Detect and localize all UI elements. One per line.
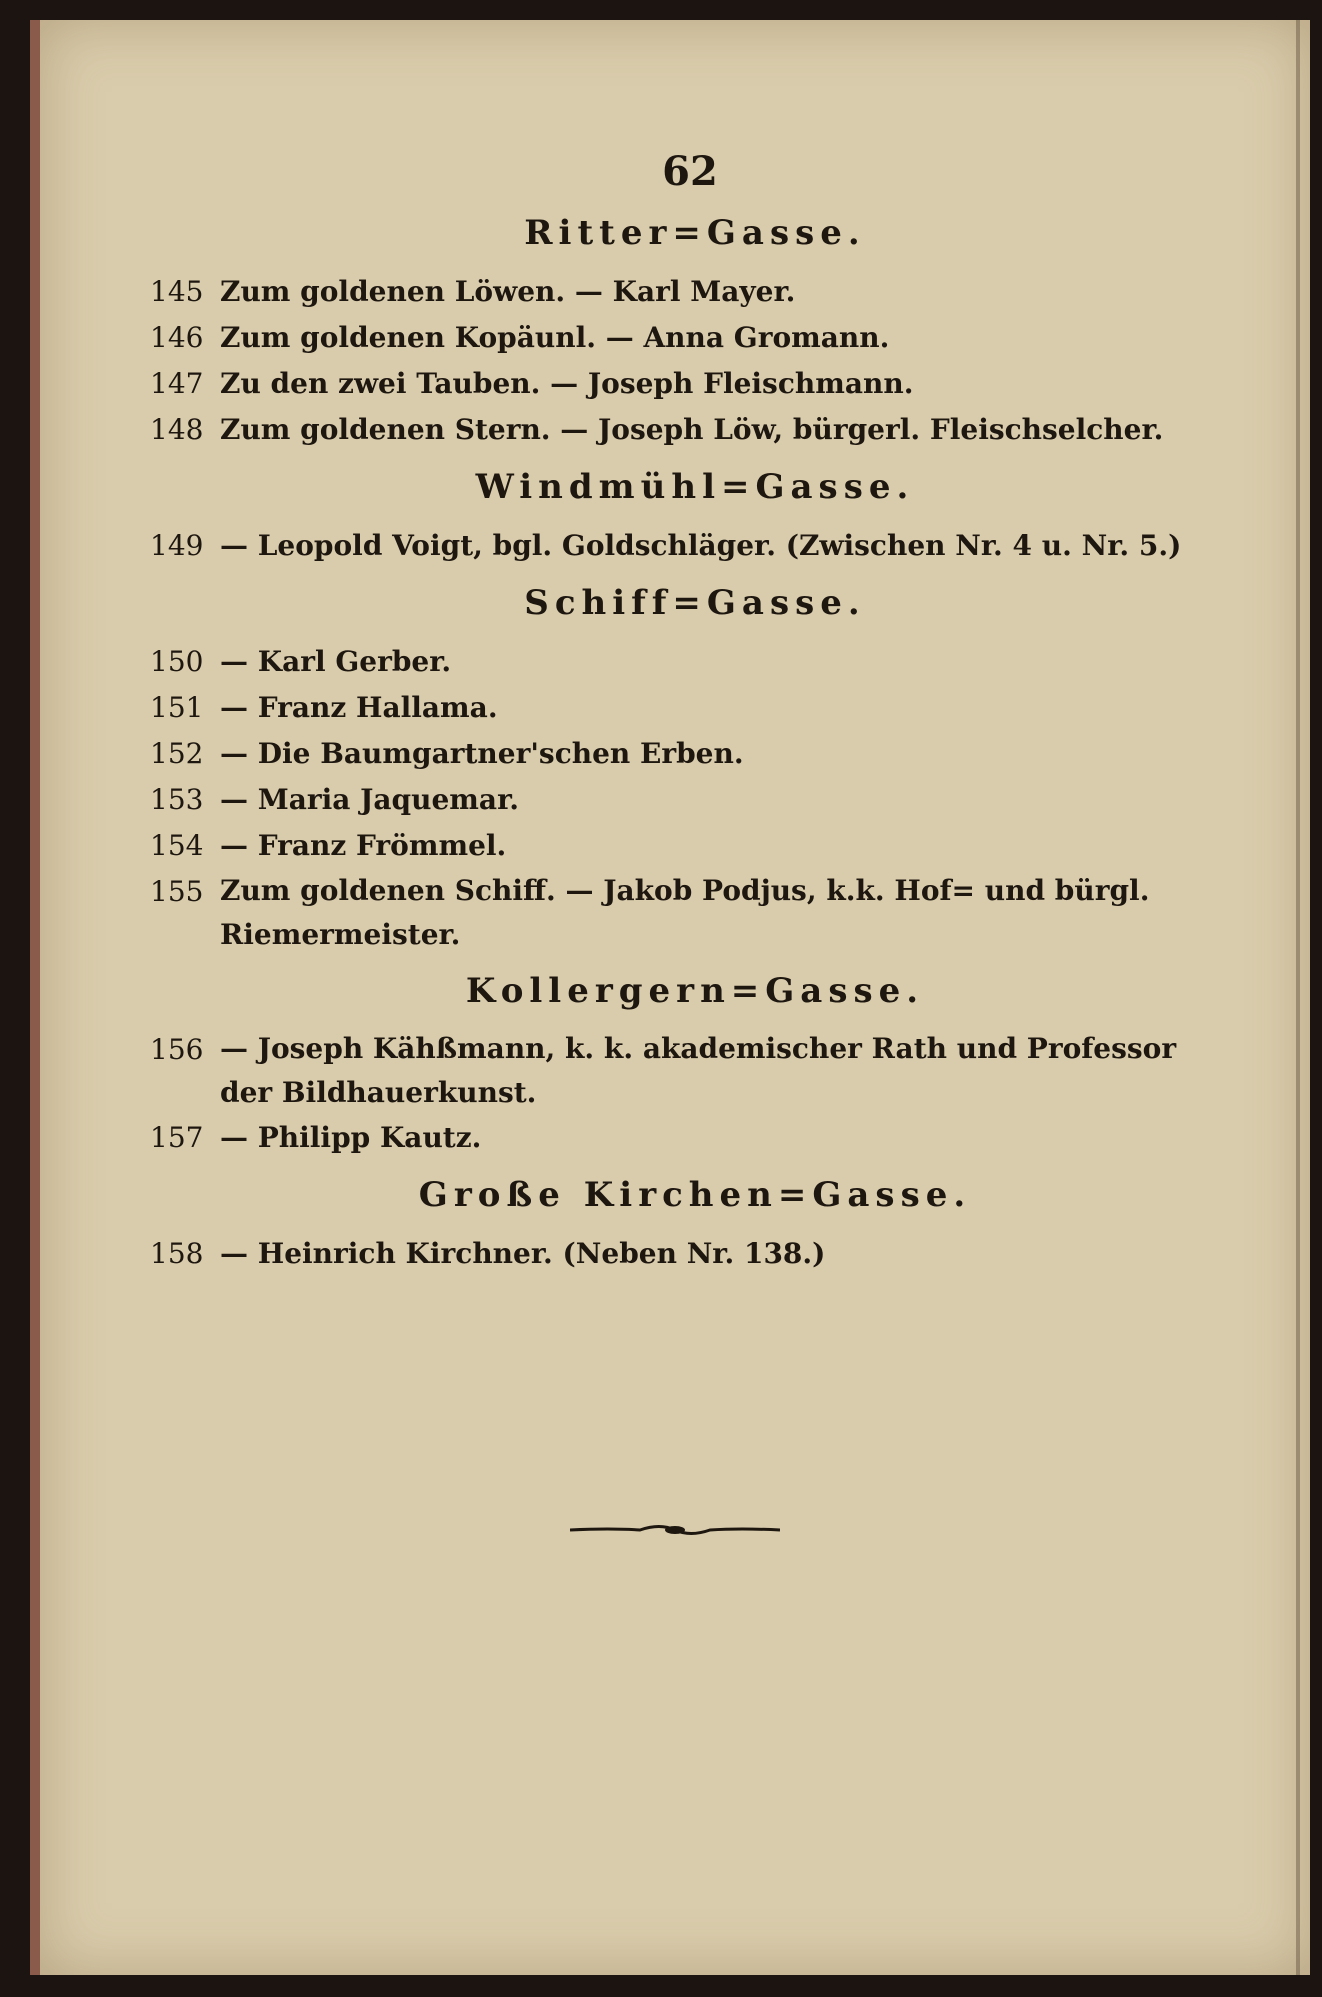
entry-text: — Philipp Kautz.: [220, 1121, 482, 1154]
section-heading: Ritter=Gasse.: [524, 213, 866, 253]
section-heading: Schiff=Gasse.: [524, 583, 866, 623]
entry-text: — Karl Gerber.: [220, 645, 452, 678]
entry-text: Zum goldenen Kopäunl. — Anna Gromann.: [220, 321, 890, 354]
house-number: 146: [150, 321, 204, 354]
house-number: 154: [150, 829, 204, 862]
entry-text: — Leopold Voigt, bgl. Goldschläger. (Zwischen Nr. 4 u. Nr. 5.): [220, 529, 1182, 562]
house-number: 151: [150, 691, 204, 724]
house-number: 156: [150, 1033, 204, 1066]
list-item: [150, 731, 1210, 777]
section-kollergern-gasse: [150, 971, 1210, 1161]
list-item: [150, 777, 1210, 823]
list-item: [150, 685, 1210, 731]
house-number: 149: [150, 529, 204, 562]
entry-text: Zu den zwei Tauben. — Joseph Fleischmann.: [220, 367, 914, 400]
entry-text: — Die Baumgartner'schen Erben.: [220, 737, 744, 770]
list-item: [150, 1027, 1210, 1115]
list-item: [150, 523, 1210, 569]
section-schiff-gasse: [150, 583, 1210, 957]
page-edge: [1296, 20, 1300, 1975]
section-grosse-kirchen-gasse: [150, 1175, 1210, 1277]
entry-text: Zum goldenen Stern. — Joseph Löw, bürgerl. Fleischselcher.: [220, 413, 1164, 446]
list-item: [150, 315, 1210, 361]
house-number: 150: [150, 645, 204, 678]
section-heading: Kollergern=Gasse.: [465, 971, 925, 1011]
entry-text: — Heinrich Kirchner. (Neben Nr. 138.): [220, 1237, 826, 1270]
house-number: 145: [150, 275, 204, 308]
house-number: 147: [150, 367, 204, 400]
house-number: 152: [150, 737, 204, 770]
house-number: 153: [150, 783, 204, 816]
list-item: [150, 407, 1210, 453]
house-number: 148: [150, 413, 204, 446]
list-item: [150, 1115, 1210, 1161]
page-content: [150, 148, 1210, 1277]
entry-text: — Franz Hallama.: [220, 691, 498, 724]
house-number: 155: [150, 875, 204, 908]
page-number: 62: [662, 148, 718, 195]
end-ornament: [570, 1520, 780, 1540]
entry-text: — Maria Jaquemar.: [220, 783, 520, 816]
entry-text: — Franz Frömmel.: [220, 829, 507, 862]
section-windmuehl-gasse: [150, 467, 1210, 569]
house-number: 157: [150, 1121, 204, 1154]
entry-text: — Joseph Kähßmann, k. k. akademischer Rath und Professor der Bildhauerkunst.: [220, 1032, 1177, 1109]
list-item: [150, 269, 1210, 315]
entry-text: Zum goldenen Löwen. — Karl Mayer.: [220, 275, 796, 308]
list-item: [150, 869, 1210, 957]
list-item: [150, 361, 1210, 407]
list-item: [150, 639, 1210, 685]
section-heading: Windmühl=Gasse.: [475, 467, 915, 507]
list-item: [150, 1231, 1210, 1277]
section-heading: Große Kirchen=Gasse.: [418, 1175, 972, 1215]
list-item: [150, 823, 1210, 869]
entry-text: Zum goldenen Schiff. — Jakob Podjus, k.k. Hof= und bürgl. Riemermeister.: [220, 874, 1150, 951]
section-ritter-gasse: [150, 213, 1210, 453]
house-number: 158: [150, 1237, 204, 1270]
